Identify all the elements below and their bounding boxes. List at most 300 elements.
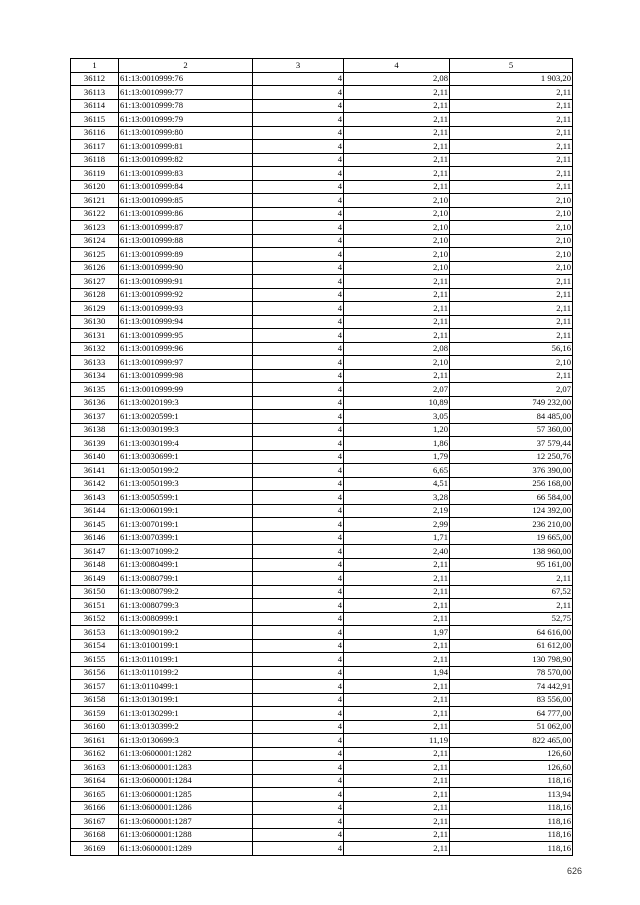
value-cell: 256 168,00: [450, 477, 573, 491]
cadastral-number-cell: 61:13:0050199:2: [119, 464, 253, 478]
row-number-cell: 36117: [71, 140, 119, 154]
category-cell: 4: [253, 639, 344, 653]
area-cell: 2,11: [344, 167, 450, 181]
row-number-cell: 36115: [71, 113, 119, 127]
category-cell: 4: [253, 815, 344, 829]
area-cell: 1,20: [344, 423, 450, 437]
cadastral-number-cell: 61:13:0080499:1: [119, 558, 253, 572]
area-cell: 2,11: [344, 99, 450, 113]
row-number-cell: 36130: [71, 315, 119, 329]
cadastral-number-cell: 61:13:0010999:84: [119, 180, 253, 194]
value-cell: 2,10: [450, 356, 573, 370]
value-cell: 2,11: [450, 572, 573, 586]
value-cell: 12 250,76: [450, 450, 573, 464]
area-cell: 2,11: [344, 774, 450, 788]
cadastral-number-cell: 61:13:0010999:87: [119, 221, 253, 235]
table-row: [71, 531, 573, 545]
category-cell: 4: [253, 99, 344, 113]
cadastral-number-cell: 61:13:0010999:86: [119, 207, 253, 221]
table-row: [71, 720, 573, 734]
category-cell: 4: [253, 383, 344, 397]
table-row: [71, 707, 573, 721]
table-row: [71, 86, 573, 100]
value-cell: 83 556,00: [450, 693, 573, 707]
row-number-cell: 36132: [71, 342, 119, 356]
table-row: [71, 464, 573, 478]
area-cell: 2,11: [344, 288, 450, 302]
category-cell: 4: [253, 302, 344, 316]
category-cell: 4: [253, 140, 344, 154]
cadastral-number-cell: 61:13:0600001:1282: [119, 747, 253, 761]
row-number-cell: 36147: [71, 545, 119, 559]
cadastral-number-cell: 61:13:0010999:83: [119, 167, 253, 181]
table-row: [71, 221, 573, 235]
cadastral-number-cell: 61:13:0010999:78: [119, 99, 253, 113]
area-cell: 2,10: [344, 356, 450, 370]
cadastral-number-cell: 61:13:0010999:97: [119, 356, 253, 370]
row-number-cell: 36125: [71, 248, 119, 262]
cadastral-number-cell: 61:13:0030699:1: [119, 450, 253, 464]
table-row: [71, 815, 573, 829]
value-cell: 2,11: [450, 86, 573, 100]
value-cell: 2,11: [450, 99, 573, 113]
table-row: [71, 167, 573, 181]
row-number-cell: 36146: [71, 531, 119, 545]
area-cell: 2,11: [344, 720, 450, 734]
cadastral-number-cell: 61:13:0110199:2: [119, 666, 253, 680]
area-cell: 2,11: [344, 788, 450, 802]
category-cell: 4: [253, 653, 344, 667]
cadastral-number-cell: 61:13:0080799:3: [119, 599, 253, 613]
cadastral-number-cell: 61:13:0010999:96: [119, 342, 253, 356]
table-row: [71, 207, 573, 221]
area-cell: 2,11: [344, 558, 450, 572]
table-row: [71, 194, 573, 208]
category-cell: 4: [253, 207, 344, 221]
cadastral-number-cell: 61:13:0010999:94: [119, 315, 253, 329]
table-row: [71, 383, 573, 397]
table-row: [71, 72, 573, 86]
area-cell: 2,40: [344, 545, 450, 559]
row-number-cell: 36158: [71, 693, 119, 707]
value-cell: 118,16: [450, 801, 573, 815]
table-row: [71, 842, 573, 856]
row-number-cell: 36149: [71, 572, 119, 586]
value-cell: 2,10: [450, 194, 573, 208]
row-number-cell: 36116: [71, 126, 119, 140]
row-number-cell: 36136: [71, 396, 119, 410]
category-cell: 4: [253, 315, 344, 329]
value-cell: 57 360,00: [450, 423, 573, 437]
table-row: [71, 261, 573, 275]
table-row: [71, 518, 573, 532]
area-cell: 6,65: [344, 464, 450, 478]
area-cell: 2,11: [344, 329, 450, 343]
row-number-cell: 36124: [71, 234, 119, 248]
cadastral-number-cell: 61:13:0010999:90: [119, 261, 253, 275]
category-cell: 4: [253, 734, 344, 748]
area-cell: 2,11: [344, 707, 450, 721]
value-cell: 2,11: [450, 167, 573, 181]
column-header-3: 3: [253, 59, 344, 73]
category-cell: 4: [253, 437, 344, 451]
area-cell: 2,11: [344, 828, 450, 842]
area-cell: 2,11: [344, 302, 450, 316]
area-cell: 2,11: [344, 761, 450, 775]
table-row: [71, 680, 573, 694]
row-number-cell: 36122: [71, 207, 119, 221]
cadastral-number-cell: 61:13:0010999:91: [119, 275, 253, 289]
cadastral-number-cell: 61:13:0080799:2: [119, 585, 253, 599]
table-row: [71, 828, 573, 842]
area-cell: 2,11: [344, 639, 450, 653]
value-cell: 118,16: [450, 828, 573, 842]
table-row: [71, 801, 573, 815]
table-row: [71, 180, 573, 194]
area-cell: 2,11: [344, 653, 450, 667]
cadastral-number-cell: 61:13:0030199:4: [119, 437, 253, 451]
category-cell: 4: [253, 342, 344, 356]
value-cell: 64 777,00: [450, 707, 573, 721]
category-cell: 4: [253, 491, 344, 505]
table-header-row: [71, 59, 573, 73]
row-number-cell: 36131: [71, 329, 119, 343]
table-row: [71, 423, 573, 437]
table-row: [71, 491, 573, 505]
table-row: [71, 437, 573, 451]
cadastral-number-cell: 61:13:0110499:1: [119, 680, 253, 694]
value-cell: 2,11: [450, 288, 573, 302]
category-cell: 4: [253, 666, 344, 680]
table-row: [71, 585, 573, 599]
table-row: [71, 612, 573, 626]
value-cell: 19 665,00: [450, 531, 573, 545]
column-header-1: 1: [71, 59, 119, 73]
value-cell: 2,11: [450, 369, 573, 383]
row-number-cell: 36153: [71, 626, 119, 640]
table-row: [71, 410, 573, 424]
table-row: [71, 153, 573, 167]
value-cell: 95 161,00: [450, 558, 573, 572]
cadastral-number-cell: 61:13:0010999:85: [119, 194, 253, 208]
row-number-cell: 36126: [71, 261, 119, 275]
table-row: [71, 747, 573, 761]
area-cell: 2,11: [344, 369, 450, 383]
area-cell: 2,10: [344, 207, 450, 221]
table-row: [71, 504, 573, 518]
category-cell: 4: [253, 221, 344, 235]
row-number-cell: 36138: [71, 423, 119, 437]
cadastral-number-cell: 61:13:0130199:1: [119, 693, 253, 707]
cadastral-number-cell: 61:13:0030199:3: [119, 423, 253, 437]
cadastral-number-cell: 61:13:0020599:1: [119, 410, 253, 424]
table-row: [71, 369, 573, 383]
category-cell: 4: [253, 477, 344, 491]
area-cell: 10,89: [344, 396, 450, 410]
cadastral-number-cell: 61:13:0010999:82: [119, 153, 253, 167]
value-cell: 2,11: [450, 599, 573, 613]
value-cell: 67,52: [450, 585, 573, 599]
row-number-cell: 36151: [71, 599, 119, 613]
category-cell: 4: [253, 396, 344, 410]
value-cell: 2,11: [450, 275, 573, 289]
table-row: [71, 599, 573, 613]
category-cell: 4: [253, 504, 344, 518]
row-number-cell: 36133: [71, 356, 119, 370]
table-row: [71, 693, 573, 707]
row-number-cell: 36121: [71, 194, 119, 208]
area-cell: 1,71: [344, 531, 450, 545]
cadastral-number-cell: 61:13:0600001:1286: [119, 801, 253, 815]
row-number-cell: 36134: [71, 369, 119, 383]
row-number-cell: 36150: [71, 585, 119, 599]
value-cell: 2,10: [450, 207, 573, 221]
value-cell: 56,16: [450, 342, 573, 356]
row-number-cell: 36123: [71, 221, 119, 235]
cadastral-number-cell: 61:13:0010999:98: [119, 369, 253, 383]
value-cell: 2,11: [450, 180, 573, 194]
area-cell: 2,11: [344, 612, 450, 626]
row-number-cell: 36137: [71, 410, 119, 424]
cadastral-number-cell: 61:13:0130699:3: [119, 734, 253, 748]
category-cell: 4: [253, 194, 344, 208]
area-cell: 2,10: [344, 221, 450, 235]
category-cell: 4: [253, 788, 344, 802]
value-cell: 124 392,00: [450, 504, 573, 518]
page-number: 626: [566, 866, 582, 876]
category-cell: 4: [253, 369, 344, 383]
category-cell: 4: [253, 464, 344, 478]
row-number-cell: 36155: [71, 653, 119, 667]
category-cell: 4: [253, 329, 344, 343]
row-number-cell: 36145: [71, 518, 119, 532]
value-cell: 126,60: [450, 747, 573, 761]
value-cell: 118,16: [450, 774, 573, 788]
area-cell: 2,10: [344, 248, 450, 262]
table-row: [71, 248, 573, 262]
value-cell: 2,10: [450, 234, 573, 248]
value-cell: 78 570,00: [450, 666, 573, 680]
area-cell: 1,79: [344, 450, 450, 464]
table-row: [71, 666, 573, 680]
area-cell: 2,11: [344, 585, 450, 599]
category-cell: 4: [253, 234, 344, 248]
category-cell: 4: [253, 599, 344, 613]
table-row: [71, 99, 573, 113]
table-row: [71, 558, 573, 572]
row-number-cell: 36127: [71, 275, 119, 289]
cadastral-number-cell: 61:13:0600001:1289: [119, 842, 253, 856]
row-number-cell: 36162: [71, 747, 119, 761]
category-cell: 4: [253, 450, 344, 464]
value-cell: 130 798,90: [450, 653, 573, 667]
category-cell: 4: [253, 126, 344, 140]
category-cell: 4: [253, 761, 344, 775]
table-row: [71, 126, 573, 140]
table-row: [71, 477, 573, 491]
category-cell: 4: [253, 288, 344, 302]
area-cell: 1,86: [344, 437, 450, 451]
row-number-cell: 36164: [71, 774, 119, 788]
value-cell: 236 210,00: [450, 518, 573, 532]
row-number-cell: 36143: [71, 491, 119, 505]
table-row: [71, 653, 573, 667]
table-row: [71, 113, 573, 127]
value-cell: 51 062,00: [450, 720, 573, 734]
value-cell: 822 465,00: [450, 734, 573, 748]
table-row: [71, 572, 573, 586]
area-cell: 2,11: [344, 180, 450, 194]
value-cell: 2,11: [450, 113, 573, 127]
category-cell: 4: [253, 572, 344, 586]
category-cell: 4: [253, 153, 344, 167]
area-cell: 2,11: [344, 126, 450, 140]
value-cell: 118,16: [450, 815, 573, 829]
cadastral-number-cell: 61:13:0110199:1: [119, 653, 253, 667]
value-cell: 2,11: [450, 329, 573, 343]
cadastral-number-cell: 61:13:0010999:89: [119, 248, 253, 262]
cadastral-number-cell: 61:13:0600001:1285: [119, 788, 253, 802]
cadastral-number-cell: 61:13:0010999:77: [119, 86, 253, 100]
row-number-cell: 36152: [71, 612, 119, 626]
value-cell: 113,94: [450, 788, 573, 802]
cadastral-number-cell: 61:13:0600001:1284: [119, 774, 253, 788]
category-cell: 4: [253, 261, 344, 275]
table-row: [71, 545, 573, 559]
cadastral-number-cell: 61:13:0010999:76: [119, 72, 253, 86]
table-row: [71, 329, 573, 343]
table-row: [71, 774, 573, 788]
cadastral-number-cell: 61:13:0071099:2: [119, 545, 253, 559]
table-row: [71, 450, 573, 464]
row-number-cell: 36165: [71, 788, 119, 802]
value-cell: 2,11: [450, 126, 573, 140]
row-number-cell: 36129: [71, 302, 119, 316]
cadastral-number-cell: 61:13:0600001:1283: [119, 761, 253, 775]
area-cell: 2,11: [344, 747, 450, 761]
cadastral-number-cell: 61:13:0060199:1: [119, 504, 253, 518]
area-cell: 2,10: [344, 261, 450, 275]
table-row: [71, 342, 573, 356]
value-cell: 66 584,00: [450, 491, 573, 505]
cadastral-number-cell: 61:13:0010999:80: [119, 126, 253, 140]
table-row: [71, 356, 573, 370]
cadastral-number-cell: 61:13:0010999:79: [119, 113, 253, 127]
table-row: [71, 140, 573, 154]
category-cell: 4: [253, 518, 344, 532]
category-cell: 4: [253, 828, 344, 842]
cadastral-number-cell: 61:13:0130299:1: [119, 707, 253, 721]
cadastral-number-cell: 61:13:0020199:3: [119, 396, 253, 410]
row-number-cell: 36156: [71, 666, 119, 680]
row-number-cell: 36118: [71, 153, 119, 167]
category-cell: 4: [253, 72, 344, 86]
cadastral-number-cell: 61:13:0010999:93: [119, 302, 253, 316]
cadastral-number-cell: 61:13:0100199:1: [119, 639, 253, 653]
row-number-cell: 36161: [71, 734, 119, 748]
table-row: [71, 626, 573, 640]
category-cell: 4: [253, 626, 344, 640]
value-cell: 64 616,00: [450, 626, 573, 640]
category-cell: 4: [253, 558, 344, 572]
table-row: [71, 315, 573, 329]
category-cell: 4: [253, 113, 344, 127]
row-number-cell: 36160: [71, 720, 119, 734]
area-cell: 2,10: [344, 234, 450, 248]
row-number-cell: 36141: [71, 464, 119, 478]
table-row: [71, 234, 573, 248]
value-cell: 2,11: [450, 140, 573, 154]
category-cell: 4: [253, 774, 344, 788]
value-cell: 138 960,00: [450, 545, 573, 559]
cadastral-number-cell: 61:13:0080799:1: [119, 572, 253, 586]
area-cell: 2,11: [344, 801, 450, 815]
row-number-cell: 36119: [71, 167, 119, 181]
value-cell: 2,11: [450, 153, 573, 167]
area-cell: 2,08: [344, 342, 450, 356]
row-number-cell: 36144: [71, 504, 119, 518]
area-cell: 4,51: [344, 477, 450, 491]
area-cell: 2,11: [344, 315, 450, 329]
category-cell: 4: [253, 707, 344, 721]
category-cell: 4: [253, 86, 344, 100]
table-row: [71, 788, 573, 802]
value-cell: 2,10: [450, 221, 573, 235]
area-cell: 2,11: [344, 842, 450, 856]
cadastral-number-cell: 61:13:0600001:1288: [119, 828, 253, 842]
area-cell: 2,11: [344, 572, 450, 586]
area-cell: 2,10: [344, 194, 450, 208]
column-header-5: 5: [450, 59, 573, 73]
table-row: [71, 639, 573, 653]
cadastral-number-cell: 61:13:0600001:1287: [119, 815, 253, 829]
row-number-cell: 36135: [71, 383, 119, 397]
cadastral-number-cell: 61:13:0010999:92: [119, 288, 253, 302]
category-cell: 4: [253, 747, 344, 761]
category-cell: 4: [253, 410, 344, 424]
row-number-cell: 36167: [71, 815, 119, 829]
cadastral-number-cell: 61:13:0050599:1: [119, 491, 253, 505]
category-cell: 4: [253, 356, 344, 370]
row-number-cell: 36166: [71, 801, 119, 815]
category-cell: 4: [253, 693, 344, 707]
row-number-cell: 36159: [71, 707, 119, 721]
category-cell: 4: [253, 612, 344, 626]
category-cell: 4: [253, 423, 344, 437]
area-cell: 2,99: [344, 518, 450, 532]
category-cell: 4: [253, 545, 344, 559]
value-cell: 1 903,20: [450, 72, 573, 86]
category-cell: 4: [253, 842, 344, 856]
value-cell: 61 612,00: [450, 639, 573, 653]
table-row: [71, 761, 573, 775]
area-cell: 2,11: [344, 153, 450, 167]
row-number-cell: 36139: [71, 437, 119, 451]
cadastral-number-cell: 61:13:0080999:1: [119, 612, 253, 626]
row-number-cell: 36154: [71, 639, 119, 653]
area-cell: 2,11: [344, 599, 450, 613]
category-cell: 4: [253, 720, 344, 734]
category-cell: 4: [253, 180, 344, 194]
table-body: [71, 72, 573, 855]
area-cell: 2,11: [344, 140, 450, 154]
cadastral-number-cell: 61:13:0090199:2: [119, 626, 253, 640]
table-row: [71, 275, 573, 289]
category-cell: 4: [253, 585, 344, 599]
area-cell: 2,11: [344, 275, 450, 289]
column-header-4: 4: [344, 59, 450, 73]
category-cell: 4: [253, 801, 344, 815]
